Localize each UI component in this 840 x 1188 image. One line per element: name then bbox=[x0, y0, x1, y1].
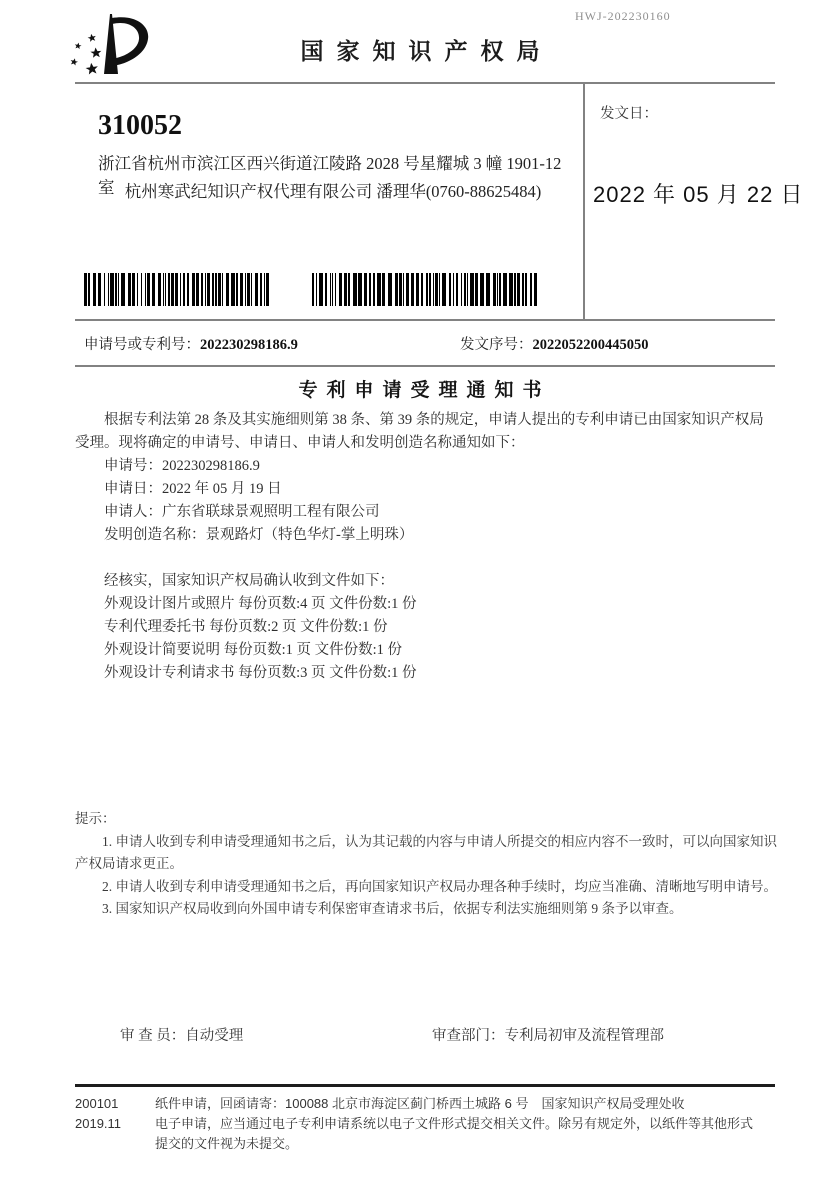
barcode-serial-number bbox=[312, 273, 540, 306]
serial-number-group bbox=[460, 333, 649, 354]
footer-code: 200101 bbox=[75, 1096, 119, 1111]
field-label: 申请号： bbox=[104, 458, 162, 474]
hint-item: 1. 申请人收到专利申请受理通知书之后，认为其记载的内容与申请人所提交的相应内容不一致时，可以向国家知识产权局请求更正。 bbox=[75, 833, 777, 871]
hints-section bbox=[75, 808, 781, 921]
field-label: 发明创造名称： bbox=[104, 527, 206, 543]
notice-title: 专利申请受理通知书 bbox=[298, 380, 551, 401]
recipient-address: 浙江省杭州市滨江区西兴街道江陵路 2028 号星耀城 3 幢 1901-12 室 bbox=[98, 154, 562, 197]
footer-row-electronic bbox=[75, 1114, 777, 1154]
serial-number-label: 发文序号： bbox=[460, 337, 533, 353]
hint-item: 2. 申请人收到专利申请受理通知书之后，再向国家知识产权局办理各种手续时，均应当准确、清晰地写明申请号。 bbox=[102, 878, 777, 894]
field-applicant bbox=[75, 501, 777, 524]
document-item: 外观设计图片或照片 每份页数:4 页 文件份数:1 份 bbox=[104, 596, 417, 612]
header-divider bbox=[75, 82, 775, 84]
field-value: 景观路灯（特色华灯-掌上明珠） bbox=[205, 527, 414, 543]
field-filing-date bbox=[75, 478, 777, 501]
hints-label: 提示： bbox=[75, 811, 116, 826]
recipient-agency: 杭州寒武纪知识产权代理有限公司 潘理华(0760-88625484) bbox=[124, 182, 542, 201]
barcode-application-number bbox=[84, 273, 270, 306]
blank-line bbox=[75, 547, 777, 570]
vertical-divider bbox=[583, 82, 585, 321]
field-application-number bbox=[75, 455, 777, 478]
agency-title: 国家知识产权局 bbox=[300, 38, 553, 64]
document-item: 外观设计简要说明 每份页数:1 页 文件份数:1 份 bbox=[104, 642, 403, 658]
examiner-label: 审 查 员： bbox=[120, 1028, 186, 1044]
signoff-row bbox=[0, 1024, 840, 1048]
application-number-label: 申请号或专利号： bbox=[84, 337, 200, 353]
application-number-value: 202230298186.9 bbox=[200, 337, 298, 353]
field-value: 广东省联球景观照明工程有限公司 bbox=[162, 504, 380, 520]
document-item: 专利代理委托书 每份页数:2 页 文件份数:1 份 bbox=[104, 619, 388, 635]
application-number-group bbox=[84, 333, 298, 354]
footer-text: 电子申请，应当通过电子专利申请系统以电子文件形式提交相关文件。除另有规定外，以纸件等其他形式提交的文件视为未提交。 bbox=[155, 1116, 754, 1151]
field-value: 202230298186.9 bbox=[162, 458, 260, 474]
field-invention-name bbox=[75, 524, 777, 547]
barcode-divider bbox=[75, 319, 775, 321]
notice-body bbox=[75, 409, 777, 685]
serial-number-value: 2022052200445050 bbox=[532, 337, 649, 353]
field-label: 申请人： bbox=[104, 504, 162, 520]
examiner-value: 自动受理 bbox=[185, 1028, 244, 1044]
document-reference-number: HWJ-202230160 bbox=[575, 9, 671, 23]
footer-divider bbox=[75, 1084, 775, 1087]
department-label: 审查部门： bbox=[432, 1028, 505, 1044]
field-label: 申请日： bbox=[104, 481, 162, 497]
examiner-group bbox=[120, 1024, 243, 1045]
department-group bbox=[432, 1024, 664, 1045]
title-divider bbox=[75, 365, 775, 367]
issue-date-label: 发文日： bbox=[600, 106, 658, 122]
department-value: 专利局初审及流程管理部 bbox=[504, 1028, 664, 1044]
notice-paragraph: 根据专利法第 28 条及其实施细则第 38 条、第 39 条的规定，申请人提出的专利申请已由国家知识产权局受理。现将确定的申请号、申请日、申请人和发明创造名称通知如下： bbox=[75, 412, 764, 451]
footer-section bbox=[75, 1094, 777, 1154]
issue-date-value: 2022 年 05 月 22 日 bbox=[593, 182, 804, 207]
postal-code: 310052 bbox=[98, 110, 182, 141]
document-item: 外观设计专利请求书 每份页数:3 页 文件份数:1 份 bbox=[104, 665, 417, 681]
field-value: 2022 年 05 月 19 日 bbox=[162, 481, 282, 497]
reference-row bbox=[0, 333, 840, 357]
hint-item: 3. 国家知识产权局收到向外国申请专利保密审查请求书后，依据专利法实施细则第 9 条予以审查。 bbox=[102, 901, 683, 916]
footer-code: 2019.11 bbox=[75, 1116, 122, 1131]
footer-row-paper bbox=[75, 1094, 777, 1114]
documents-intro: 经核实，国家知识产权局确认收到文件如下： bbox=[104, 573, 394, 589]
footer-text: 纸件申请，回函请寄：100088 北京市海淀区蓟门桥西土城路 6 号 国家知识产权局受理处收 bbox=[155, 1096, 685, 1111]
